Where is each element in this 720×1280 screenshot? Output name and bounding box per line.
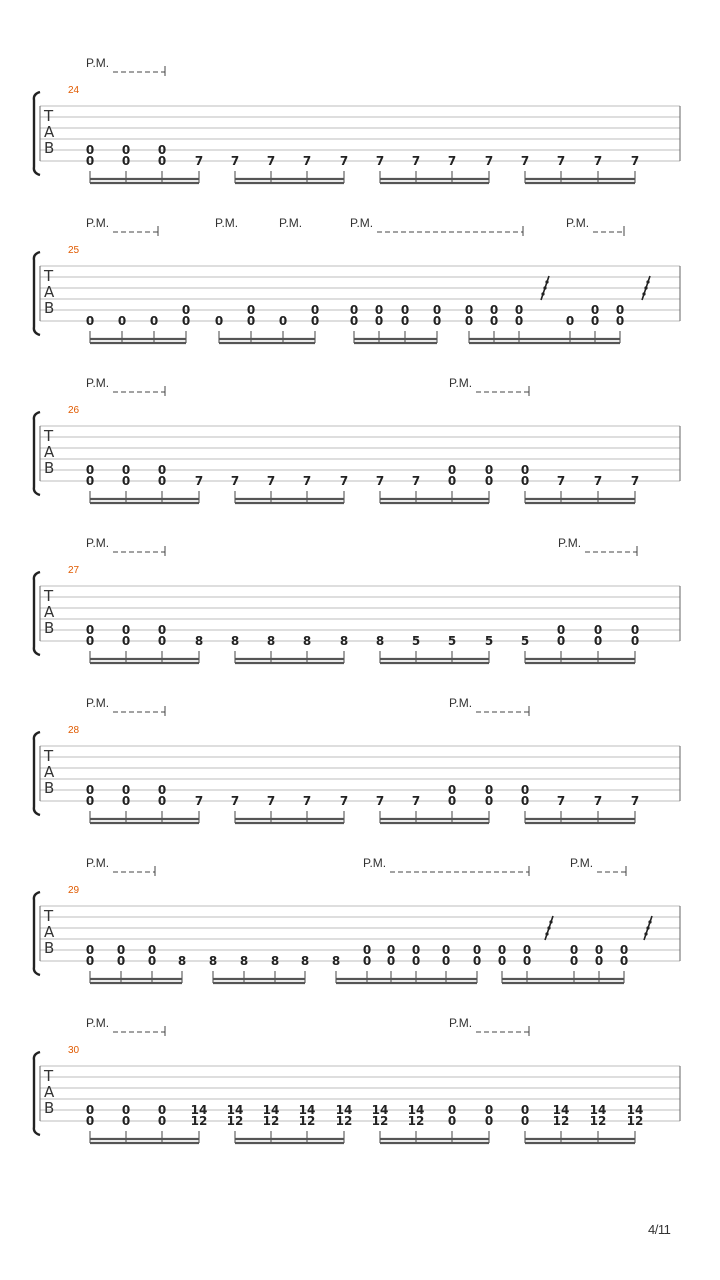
- fret-number: 12: [371, 1114, 389, 1128]
- fret-number: 0: [157, 474, 167, 488]
- fret-number: 12: [335, 1114, 353, 1128]
- fret-number: 0: [157, 463, 167, 477]
- fret-number: 0: [484, 463, 494, 477]
- fret-number: 0: [386, 943, 396, 957]
- fret-number: 7: [556, 794, 566, 808]
- fret-number: 8: [177, 954, 187, 968]
- fret-number: 7: [630, 154, 640, 168]
- palm-mute-label: P.M.: [86, 1016, 110, 1030]
- fret-number: 0: [472, 954, 482, 968]
- rest-dot: [545, 932, 548, 935]
- system-bracket: [34, 1052, 40, 1135]
- fret-number: 0: [157, 154, 167, 168]
- fret-number: 0: [630, 634, 640, 648]
- tab-clef-letter: A: [44, 763, 55, 781]
- fret-number: 0: [147, 943, 157, 957]
- fret-number: 0: [411, 954, 421, 968]
- fret-number: 0: [157, 1114, 167, 1128]
- fret-number: 14: [552, 1103, 570, 1117]
- fret-number: 0: [447, 463, 457, 477]
- fret-number: 0: [520, 783, 530, 797]
- fret-number: 0: [85, 794, 95, 808]
- fret-number: 0: [619, 954, 629, 968]
- fret-number: 0: [594, 943, 604, 957]
- fret-number: 14: [589, 1103, 607, 1117]
- fret-number: 0: [447, 474, 457, 488]
- fret-number: 0: [556, 623, 566, 637]
- fret-number: 0: [85, 154, 95, 168]
- palm-mute-label: P.M.: [449, 376, 473, 390]
- fret-number: 0: [514, 303, 524, 317]
- fret-number: 0: [522, 943, 532, 957]
- rest-dot: [648, 920, 651, 923]
- fret-number: 0: [246, 303, 256, 317]
- tab-clef-letter: A: [44, 443, 55, 461]
- tab-clef-letter: T: [44, 907, 54, 925]
- palm-mute-label: P.M.: [449, 1016, 473, 1030]
- rest-dot: [644, 286, 647, 289]
- palm-mute-label: P.M.: [449, 696, 473, 710]
- rest-dot: [545, 280, 548, 283]
- system-bracket: [34, 892, 40, 975]
- fret-number: 0: [246, 314, 256, 328]
- fret-number: 14: [335, 1103, 353, 1117]
- fret-number: 7: [339, 794, 349, 808]
- fret-number: 8: [266, 634, 276, 648]
- fret-number: 0: [484, 1114, 494, 1128]
- fret-number: 8: [194, 634, 204, 648]
- palm-mute-label: P.M.: [215, 216, 239, 230]
- fret-number: 0: [214, 314, 224, 328]
- fret-number: 5: [484, 634, 494, 648]
- fret-number: 8: [239, 954, 249, 968]
- tab-clef-letter: B: [44, 619, 55, 637]
- tab-clef-letter: B: [44, 139, 55, 157]
- fret-number: 0: [310, 314, 320, 328]
- fret-number: 7: [556, 154, 566, 168]
- tab-clef-letter: T: [44, 747, 54, 765]
- fret-number: 0: [464, 303, 474, 317]
- fret-number: 0: [117, 314, 127, 328]
- fret-number: 7: [593, 154, 603, 168]
- system-bracket: [34, 252, 40, 335]
- fret-number: 0: [615, 314, 625, 328]
- system-bracket: [34, 732, 40, 815]
- fret-number: 0: [594, 954, 604, 968]
- fret-number: 0: [447, 783, 457, 797]
- fret-number: 0: [447, 1114, 457, 1128]
- page-number: 4/11: [648, 1222, 671, 1237]
- fret-number: 0: [85, 623, 95, 637]
- fret-number: 0: [619, 943, 629, 957]
- fret-number: 7: [266, 154, 276, 168]
- fret-number: 0: [85, 1114, 95, 1128]
- fret-number: 7: [230, 474, 240, 488]
- fret-number: 0: [116, 943, 126, 957]
- fret-number: 0: [432, 303, 442, 317]
- fret-number: 0: [121, 623, 131, 637]
- fret-number: 7: [630, 474, 640, 488]
- system-bracket: [34, 572, 40, 655]
- fret-number: 0: [121, 474, 131, 488]
- palm-mute-label: P.M.: [86, 856, 110, 870]
- fret-number: 0: [121, 1103, 131, 1117]
- fret-number: 0: [464, 314, 474, 328]
- fret-number: 8: [230, 634, 240, 648]
- fret-number: 7: [230, 794, 240, 808]
- fret-number: 8: [208, 954, 218, 968]
- tab-clef-letter: T: [44, 1067, 54, 1085]
- fret-number: 7: [630, 794, 640, 808]
- fret-number: 0: [157, 1103, 167, 1117]
- fret-number: 0: [85, 1103, 95, 1117]
- tab-clef-letter: B: [44, 299, 55, 317]
- fret-number: 0: [615, 303, 625, 317]
- fret-number: 7: [266, 794, 276, 808]
- fret-number: 0: [432, 314, 442, 328]
- system-bracket: [34, 412, 40, 495]
- fret-number: 7: [484, 154, 494, 168]
- fret-number: 7: [375, 154, 385, 168]
- tab-clef-letter: T: [44, 267, 54, 285]
- fret-number: 0: [85, 143, 95, 157]
- fret-number: 0: [441, 943, 451, 957]
- fret-number: 0: [489, 303, 499, 317]
- fret-number: 0: [411, 943, 421, 957]
- fret-number: 0: [85, 314, 95, 328]
- fret-number: 7: [302, 474, 312, 488]
- fret-number: 0: [362, 954, 372, 968]
- fret-number: 7: [339, 474, 349, 488]
- fret-number: 8: [375, 634, 385, 648]
- fret-number: 0: [520, 463, 530, 477]
- fret-number: 0: [386, 954, 396, 968]
- fret-number: 12: [626, 1114, 644, 1128]
- fret-number: 0: [484, 474, 494, 488]
- palm-mute-label: P.M.: [86, 376, 110, 390]
- fret-number: 14: [226, 1103, 244, 1117]
- tab-clef-letter: A: [44, 283, 55, 301]
- fret-number: 0: [447, 794, 457, 808]
- fret-number: 0: [116, 954, 126, 968]
- fret-number: 5: [520, 634, 530, 648]
- palm-mute-label: P.M.: [279, 216, 303, 230]
- fret-number: 0: [157, 623, 167, 637]
- fret-number: 14: [262, 1103, 280, 1117]
- palm-mute-label: P.M.: [86, 536, 110, 550]
- system-bracket: [34, 92, 40, 175]
- fret-number: 0: [520, 1103, 530, 1117]
- fret-number: 0: [121, 143, 131, 157]
- fret-number: 0: [121, 1114, 131, 1128]
- fret-number: 0: [121, 634, 131, 648]
- fret-number: 0: [181, 314, 191, 328]
- fret-number: 0: [447, 1103, 457, 1117]
- measure-number: 24: [68, 85, 80, 96]
- fret-number: 0: [121, 783, 131, 797]
- fret-number: 7: [556, 474, 566, 488]
- tab-clef-letter: A: [44, 923, 55, 941]
- fret-number: 7: [194, 154, 204, 168]
- fret-number: 0: [569, 943, 579, 957]
- measure-number: 25: [68, 245, 80, 256]
- fret-number: 5: [447, 634, 457, 648]
- rest-dot: [549, 920, 552, 923]
- fret-number: 12: [552, 1114, 570, 1128]
- fret-number: 0: [441, 954, 451, 968]
- fret-number: 0: [472, 943, 482, 957]
- fret-number: 0: [484, 783, 494, 797]
- fret-number: 0: [85, 474, 95, 488]
- palm-mute-label: P.M.: [558, 536, 582, 550]
- fret-number: 0: [484, 794, 494, 808]
- fret-number: 0: [157, 783, 167, 797]
- fret-number: 0: [85, 783, 95, 797]
- fret-number: 7: [302, 154, 312, 168]
- rest-dot: [642, 292, 645, 295]
- fret-number: 0: [374, 314, 384, 328]
- palm-mute-label: P.M.: [86, 216, 110, 230]
- fret-number: 7: [593, 474, 603, 488]
- fret-number: 7: [266, 474, 276, 488]
- palm-mute-label: P.M.: [570, 856, 594, 870]
- fret-number: 0: [520, 474, 530, 488]
- rest-dot: [547, 926, 550, 929]
- fret-number: 7: [447, 154, 457, 168]
- fret-number: 0: [121, 794, 131, 808]
- tab-clef-letter: B: [44, 939, 55, 957]
- fret-number: 0: [85, 954, 95, 968]
- fret-number: 0: [349, 303, 359, 317]
- fret-number: 0: [362, 943, 372, 957]
- fret-number: 0: [85, 634, 95, 648]
- rest-dot: [646, 280, 649, 283]
- fret-number: 0: [157, 634, 167, 648]
- tab-clef-letter: T: [44, 587, 54, 605]
- fret-number: 0: [484, 1103, 494, 1117]
- fret-number: 0: [593, 634, 603, 648]
- fret-number: 0: [630, 623, 640, 637]
- fret-number: 14: [190, 1103, 208, 1117]
- fret-number: 0: [569, 954, 579, 968]
- tab-clef-letter: B: [44, 1099, 55, 1117]
- fret-number: 7: [411, 474, 421, 488]
- fret-number: 0: [590, 303, 600, 317]
- measure-number: 28: [68, 725, 80, 736]
- measure-number: 26: [68, 405, 80, 416]
- fret-number: 7: [302, 794, 312, 808]
- rest-dot: [644, 932, 647, 935]
- fret-number: 7: [375, 474, 385, 488]
- fret-number: 7: [194, 794, 204, 808]
- fret-number: 0: [400, 303, 410, 317]
- fret-number: 0: [497, 943, 507, 957]
- tab-clef-letter: A: [44, 1083, 55, 1101]
- fret-number: 12: [226, 1114, 244, 1128]
- palm-mute-label: P.M.: [350, 216, 374, 230]
- fret-number: 12: [407, 1114, 425, 1128]
- rest-dot: [541, 292, 544, 295]
- measure-number: 30: [68, 1045, 80, 1056]
- fret-number: 12: [298, 1114, 316, 1128]
- fret-number: 0: [497, 954, 507, 968]
- fret-number: 0: [85, 943, 95, 957]
- fret-number: 0: [565, 314, 575, 328]
- rest-dot: [543, 286, 546, 289]
- fret-number: 0: [556, 634, 566, 648]
- fret-number: 8: [300, 954, 310, 968]
- fret-number: 7: [375, 794, 385, 808]
- fret-number: 0: [514, 314, 524, 328]
- fret-number: 14: [298, 1103, 316, 1117]
- fret-number: 0: [85, 463, 95, 477]
- fret-number: 0: [522, 954, 532, 968]
- tab-clef-letter: B: [44, 459, 55, 477]
- fret-number: 14: [371, 1103, 389, 1117]
- fret-number: 8: [331, 954, 341, 968]
- palm-mute-label: P.M.: [86, 696, 110, 710]
- fret-number: 0: [374, 303, 384, 317]
- fret-number: 0: [520, 1114, 530, 1128]
- fret-number: 0: [157, 143, 167, 157]
- fret-number: 0: [121, 154, 131, 168]
- fret-number: 8: [270, 954, 280, 968]
- fret-number: 7: [520, 154, 530, 168]
- fret-number: 0: [593, 623, 603, 637]
- fret-number: 7: [339, 154, 349, 168]
- fret-number: 12: [262, 1114, 280, 1128]
- fret-number: 0: [121, 463, 131, 477]
- fret-number: 0: [278, 314, 288, 328]
- fret-number: 0: [400, 314, 410, 328]
- fret-number: 0: [181, 303, 191, 317]
- fret-number: 7: [194, 474, 204, 488]
- fret-number: 14: [407, 1103, 425, 1117]
- palm-mute-label: P.M.: [566, 216, 590, 230]
- measure-number: 29: [68, 885, 80, 896]
- fret-number: 12: [589, 1114, 607, 1128]
- palm-mute-label: P.M.: [86, 56, 110, 70]
- tab-clef-letter: A: [44, 603, 55, 621]
- palm-mute-label: P.M.: [363, 856, 387, 870]
- fret-number: 0: [310, 303, 320, 317]
- fret-number: 7: [230, 154, 240, 168]
- fret-number: 8: [302, 634, 312, 648]
- tab-clef-letter: T: [44, 107, 54, 125]
- fret-number: 12: [190, 1114, 208, 1128]
- fret-number: 0: [349, 314, 359, 328]
- rest-dot: [646, 926, 649, 929]
- fret-number: 0: [157, 794, 167, 808]
- fret-number: 7: [411, 154, 421, 168]
- fret-number: 0: [149, 314, 159, 328]
- fret-number: 0: [590, 314, 600, 328]
- tab-clef-letter: T: [44, 427, 54, 445]
- fret-number: 0: [489, 314, 499, 328]
- fret-number: 14: [626, 1103, 644, 1117]
- fret-number: 0: [147, 954, 157, 968]
- tab-clef-letter: B: [44, 779, 55, 797]
- tab-clef-letter: A: [44, 123, 55, 141]
- fret-number: 5: [411, 634, 421, 648]
- measure-number: 27: [68, 565, 80, 576]
- fret-number: 7: [593, 794, 603, 808]
- fret-number: 8: [339, 634, 349, 648]
- fret-number: 7: [411, 794, 421, 808]
- fret-number: 0: [520, 794, 530, 808]
